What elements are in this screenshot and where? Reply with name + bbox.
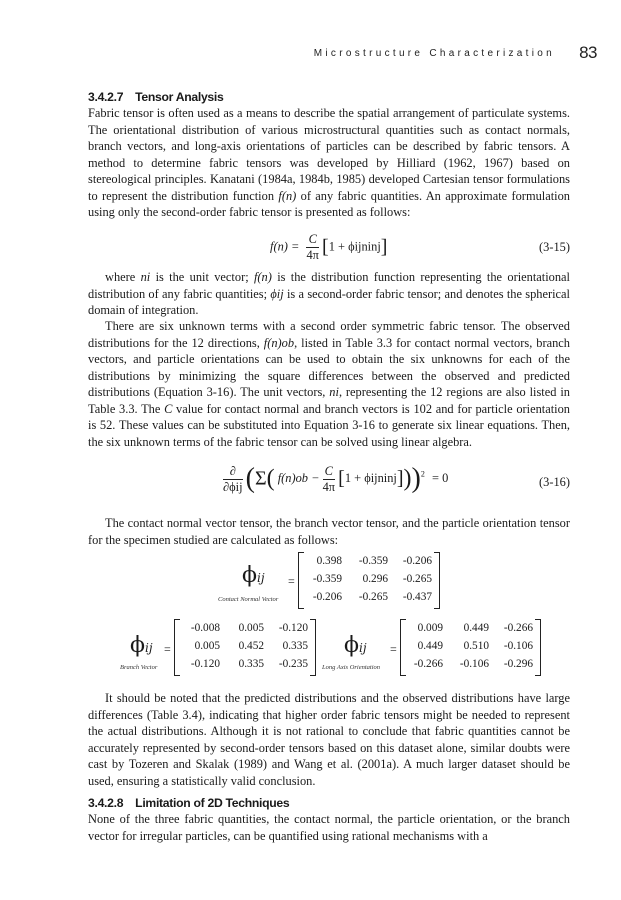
eq2-power: 2 bbox=[420, 469, 425, 479]
section-number: 3.4.2.7 bbox=[88, 90, 124, 104]
matrix-row: 0.005 0.452 0.335 bbox=[194, 640, 308, 652]
equation-3-16: $\frac{\partial}{\text{∂ϕij}}$ (Σ( f(n)ob − $\frac{C}{4\pi}$ [1 + ϕijninj]))$^2$ = 0 (3-16) bbox=[223, 463, 570, 494]
branch-label: Branch Vector bbox=[120, 664, 158, 671]
eq2-number: (3-16) bbox=[539, 475, 570, 489]
running-title: Microstructure Characterization bbox=[313, 48, 555, 59]
matrix-row: -0.359 0.296 -0.265 bbox=[312, 573, 432, 585]
section-title: Tensor Analysis bbox=[135, 90, 224, 104]
paragraph-where: where ni is the unit vector; f(n) is the distribution function representing the orientational distribution of any fabric quantities; ϕij is a second-order fabric tensor; and denotes the spherical domain of integration. bbox=[88, 270, 571, 317]
eq1-fraction: $\frac{C}{4\pi}$ bbox=[306, 232, 319, 262]
paragraph-six-unknowns: There are six unknown terms with a second order symmetric fabric tensor. The observed distributions for the 12 directions, f(n)ob, listed in Table 3.3 for contact normal vectors, branch vectors, and particle orientations can be used to obtain the six unknowns for each of the distributions by minimizing the square differences between the observed and predicted distributions (Equation 3-16). The unit vectors, ni, representing the 12 regions are also listed in Table 3.3. The C value for contact normal and branch vectors is 102 and for particle orientation is 52. These values can be substituted into Equation 3-16 to generate six linear equations. Then, the six unknown terms of the fabric tensor can be solved using linear algebra. bbox=[88, 319, 570, 449]
matrix-row: -0.120 0.335 -0.235 bbox=[190, 658, 308, 670]
section-heading-tensor-analysis bbox=[88, 90, 223, 104]
math-fn: f(n) bbox=[278, 188, 297, 203]
section-number: 3.4.2.8 bbox=[88, 796, 124, 810]
matrix-row: 0.009 0.449 -0.266 bbox=[417, 622, 533, 634]
branch-matrix bbox=[174, 619, 316, 676]
paragraph-fabric-tensor-intro: Fabric tensor is often used as a means to describe the spatial arrangement of particulate systems. The orientational distribution of various microstructural quantities such as contact normals, branch vectors, and long-axis orientations of particles can be described by fabric tensors. A method to determine fabric tensors was developed by Hilliard (1962, 1967) based on stereological principles. Kanatani (1984a, 1984b, 1985) developed Cartesian tensor formulations to represent the distribution function f(n) of any fabric quantities. An approximate formulation using only the second-order fabric tensor is presented as follows: bbox=[88, 106, 570, 219]
eq2-fraction: $\frac{C}{4\pi}$ bbox=[322, 463, 336, 494]
matrix-row: -0.206 -0.265 -0.437 bbox=[312, 591, 432, 603]
branch-equals: = bbox=[164, 642, 171, 656]
longaxis-phi-symbol: ϕij bbox=[344, 633, 367, 658]
eq1-rhs: 1 + ϕijninj bbox=[328, 239, 381, 254]
paragraph-2d-limitation: None of the three fabric quantities, the contact normal, the particle orientation, or the branch vector for irregular particles, can be quantified using rational mechanisms with a bbox=[88, 812, 570, 843]
longaxis-equals: = bbox=[390, 642, 397, 656]
matrix-row: 0.449 0.510 -0.106 bbox=[417, 640, 533, 652]
matrix-row: 0.398 -0.359 -0.206 bbox=[316, 555, 432, 567]
contact-equals: = bbox=[288, 574, 295, 588]
longaxis-label: Long Axis Orientation bbox=[322, 664, 381, 671]
running-header bbox=[0, 40, 621, 70]
eq2-equals-zero: = 0 bbox=[431, 470, 449, 485]
section-heading-2d-limitation bbox=[88, 796, 289, 810]
eq2-derivative: $\frac{\partial}{\text{∂ϕij}}$ bbox=[223, 463, 243, 494]
matrix-row: -0.266 -0.106 -0.296 bbox=[413, 658, 533, 670]
branch-phi-symbol: ϕij bbox=[130, 633, 153, 658]
contact-label: Contact Normal Vector bbox=[218, 596, 279, 603]
eq1-number: (3-15) bbox=[539, 240, 570, 254]
contact-matrix bbox=[298, 552, 440, 609]
longaxis-matrix bbox=[400, 619, 541, 676]
page-number: 83 bbox=[579, 43, 597, 62]
eq2-sum: Σ bbox=[254, 467, 267, 490]
eq2-rhs: 1 + ϕijninj bbox=[344, 470, 397, 485]
equation-3-15: f(n) = $\frac{C}{4\pi}$ [1 + ϕijninj] (3-15) bbox=[270, 232, 570, 262]
eq2-term: f(n)ob − bbox=[277, 470, 320, 485]
paragraph-tensors-calculated: The contact normal vector tensor, the branch vector tensor, and the particle orientation tensor for the specimen studied are calculated as follows: bbox=[88, 516, 570, 547]
eq1-lhs: f(n) = bbox=[270, 239, 300, 254]
contact-phi-symbol: ϕij bbox=[242, 563, 265, 588]
matrix-row: -0.008 0.005 -0.120 bbox=[190, 622, 308, 634]
section-title: Limitation of 2D Techniques bbox=[135, 796, 290, 810]
paragraph-large-differences: It should be noted that the predicted distributions and the observed distributions have large differences (Table 3.4), indicating that higher order fabric tensors might be needed to represent the actual distributions. Although it is not rational to conclude that fabric quantities cannot be accurately represented by second-order tensors based on this dataset alone, similar doubts were cast by Tozeren and Skalak (1989) and Wang et al. (2001a). A much larger dataset should be used, ensuring a statistically valid conclusion. bbox=[88, 691, 570, 788]
